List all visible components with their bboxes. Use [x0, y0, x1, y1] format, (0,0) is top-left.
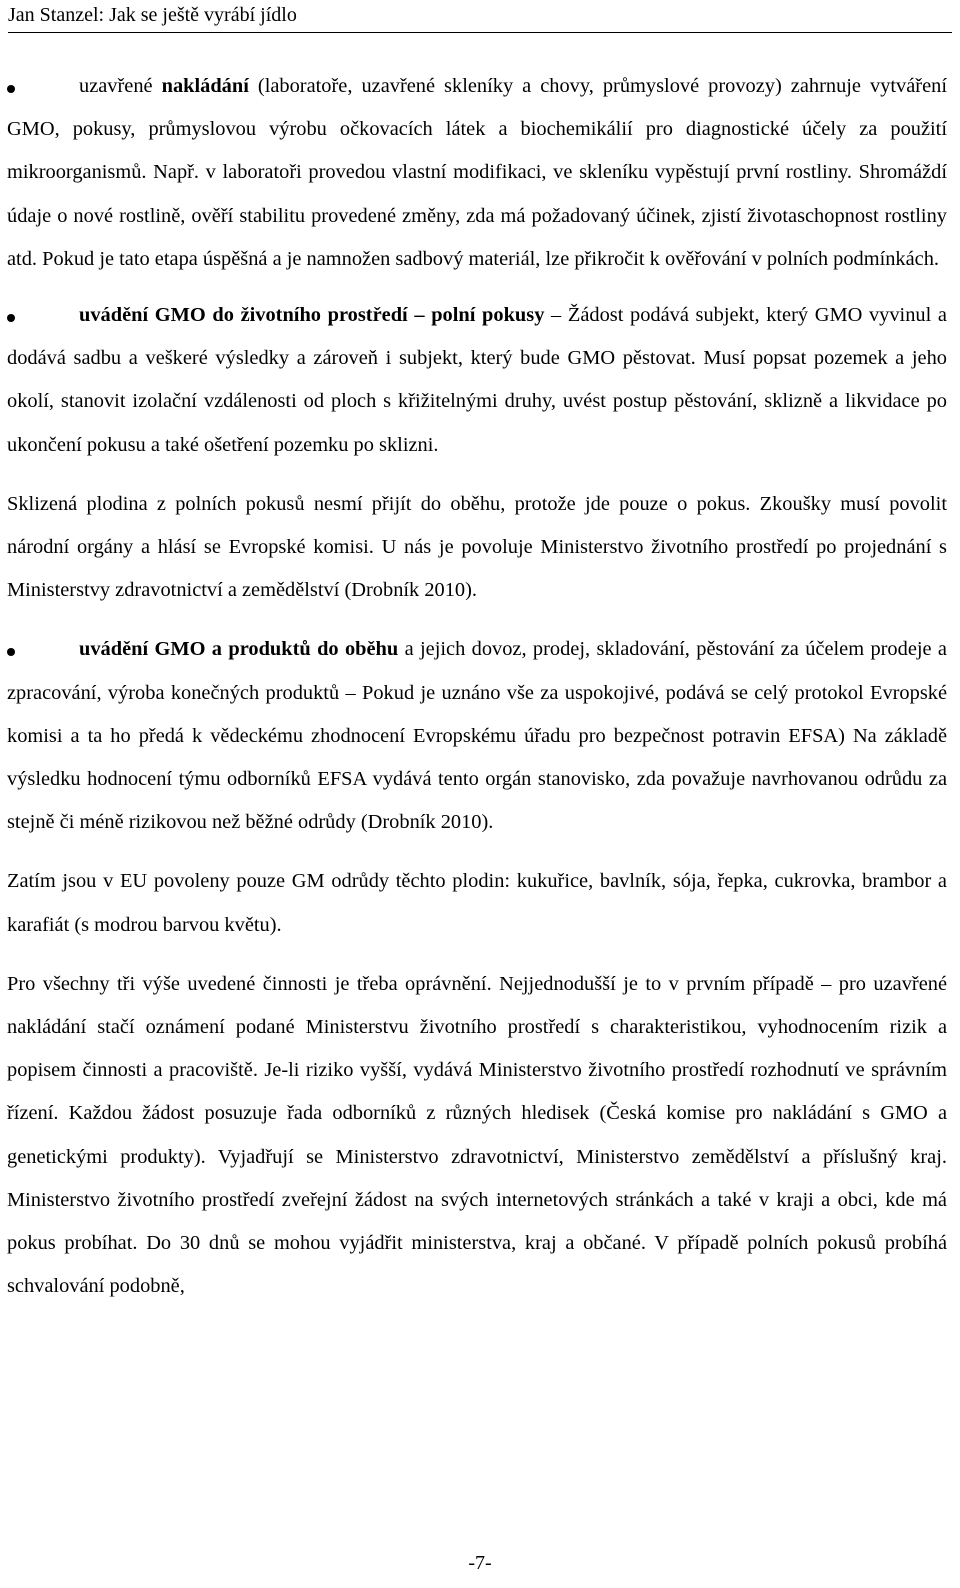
- page-number: -7-: [468, 1552, 492, 1574]
- p2-text: – Žádost podává subjekt, který GMO vyvinul a dodává sadbu a veškeré výsledky a zároveň i subjekt, který bude GMO pěstovat. Musí popsat pozemek a jeho okolí, stanovit izolační vzdálenosti od ploch s křižitelnými druhy, uvést postup pěstování, sklizně a likvidace po ukončení pokusu a také ošetření pozemku po sklizni.: [7, 304, 947, 456]
- bullet-icon: [7, 85, 15, 93]
- bullet-icon: [7, 314, 15, 322]
- running-header: Jan Stanzel: Jak se ještě vyrábí jídlo: [8, 2, 952, 33]
- p1-bold-term: nakládání: [161, 75, 249, 97]
- page-body: [7, 65, 947, 1308]
- bullet-icon: [7, 648, 15, 656]
- p1-text: (laboratoře, uzavřené skleníky a chovy, průmyslové provozy) zahrnuje vytváření GMO, pokusy, průmyslovou výrobu očkovacích látek a biochemikálií pro diagnostické účely za použití mikroorganismů. Např. v laboratoři provedou vlastní modifikaci, ve skleníku vypěstují první rostliny. Shromáždí údaje o nové rostlině, ověří stabilitu provedené změny, zda má požadovaný účinek, zjistí životaschopnost rostliny atd. Pokud je tato etapa úspěšná a je namnožen sadbový materiál, lze přikročit k ověřování v polních podmínkách.: [7, 75, 947, 270]
- p4-text: a jejich dovoz, prodej, skladování, pěstování za účelem prodeje a zpracování, výroba konečných produktů – Pokud je uznáno vše za uspokojivé, podává se celý protokol Evropské komisi a ta ho předá k vědeckému zhodnocení Evropskému úřadu pro bezpečnost potravin EFSA) Na základě výsledku hodnocení týmu odborníků EFSA vydává tento orgán stanovisko, zda považuje navrhovanou odrůdu za stejně či méně rizikovou než běžné odrůdy (Drobník 2010).: [7, 638, 947, 834]
- p4-bold-term: uvádění GMO a produktů do oběhu: [79, 638, 399, 661]
- p1-lead: uzavřené: [79, 75, 162, 97]
- paragraph-harvest: Sklizená plodina z polních pokusů nesmí přijít do oběhu, protože jde pouze o pokus. Zkoušky musí povolit národní orgány a hlásí se Evropské komisi. U nás je povoluje Ministerstvo životního prostředí po projednání s Ministerstvy zdravotnictví a zemědělství (Drobník 2010).: [7, 492, 947, 602]
- p2-bold-term: uvádění GMO do životního prostředí – polní pokusy: [79, 304, 545, 327]
- bullet-paragraph-field-trials: [7, 294, 947, 467]
- bullet-paragraph-contained-use: [7, 65, 947, 281]
- paragraph-permissions: Pro všechny tři výše uvedené činnosti je třeba oprávnění. Nejjednodušší je to v prvním případě – pro uzavřené nakládání stačí oznámení podané Ministerstvu životního prostředí s charakteristikou, vyhodnocením rizik a popisem činnosti a pracoviště. Je-li riziko vyšší, vydává Ministerstvo životního prostředí rozhodnutí ve správním řízení. Každou žádost posuzuje řada odborníků z různých hledisek (Česká komise pro nakládání s GMO a genetickými produkty). Vyjadřují se Ministerstvo zdravotnictví, Ministerstvo zemědělství a příslušný kraj. Ministerstvo životního prostředí zveřejní žádost na svých internetových stránkách a také v kraji a obci, kde má pokus probíhat. Do 30 dnů se mohou vyjádřit ministerstva, kraj a občané. V případě polních pokusů probíhá schvalování podobně,: [7, 972, 947, 1298]
- bullet-paragraph-market: [7, 628, 947, 844]
- paragraph-eu-approved: Zatím jsou v EU povoleny pouze GM odrůdy těchto plodin: kukuřice, bavlník, sója, řepka, cukrovka, brambor a karafiát (s modrou barvou květu).: [7, 870, 947, 936]
